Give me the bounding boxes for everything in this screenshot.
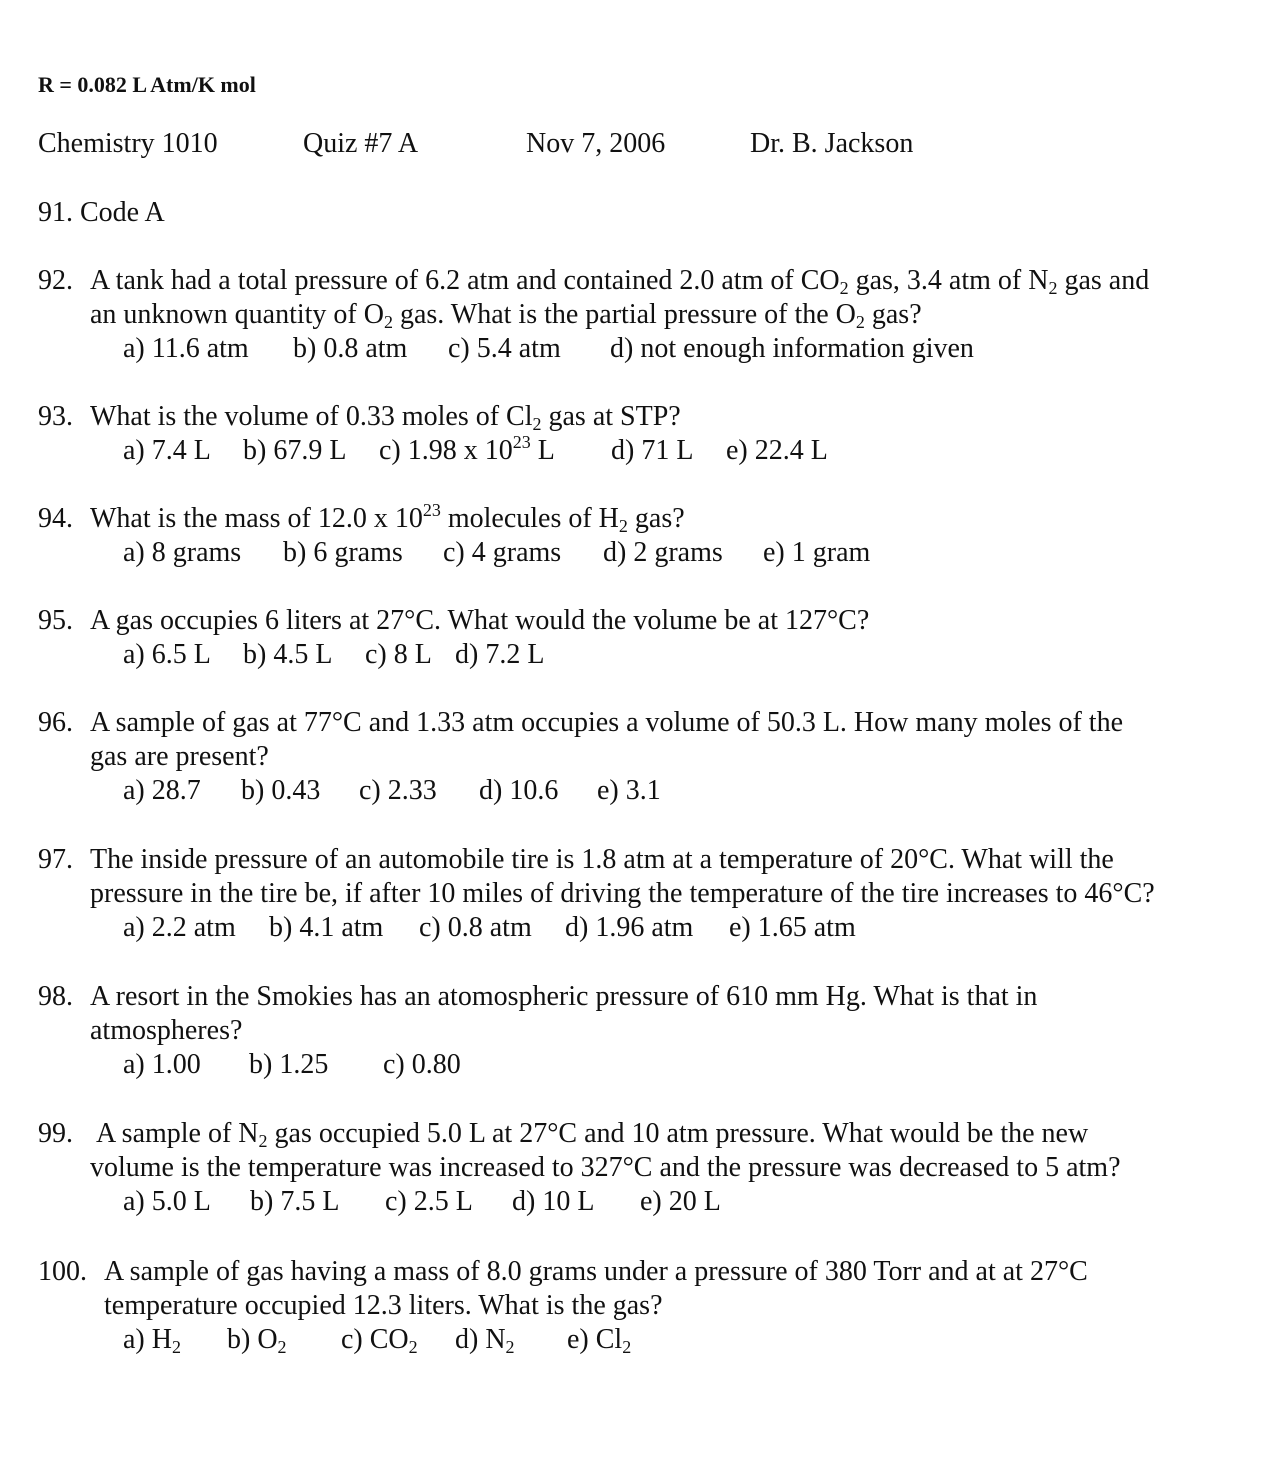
question-number: 92. <box>38 265 73 296</box>
option-a: a) 7.4 L <box>123 435 211 466</box>
option-c: c) $CO_2$ <box>341 1324 418 1357</box>
question-text-line-2: pressure in the tire be, if after 10 miles of driving the temperature of the tire increases to 46°C? <box>90 878 1155 909</box>
option-a: a) 11.6 atm <box>123 333 249 364</box>
question-text-line-2: volume is the temperature was increased to 327°C and the pressure was decreased to 5 atm? <box>90 1152 1121 1183</box>
option-b: b) $O_2$ <box>227 1324 287 1357</box>
answer-options <box>123 1185 721 1219</box>
question-text-line-1: A resort in the Smokies has an atomospheric pressure of 610 mm Hg. What is that in <box>90 981 1038 1012</box>
option-a: a) 6.5 L <box>123 639 211 670</box>
option-c: c) 0.8 atm <box>419 912 532 943</box>
question-text-line-2: atmospheres? <box>90 1015 243 1046</box>
question-text-line-1: A sample of gas at 77°C and 1.33 atm occupies a volume of 50.3 L. How many moles of the <box>90 707 1123 738</box>
option-a: a) $H_2$ <box>123 1324 181 1357</box>
option-a: a) 28.7 <box>123 775 201 806</box>
option-d: d) 2 grams <box>603 537 723 568</box>
option-d: d) 10.6 <box>479 775 559 806</box>
option-e: e) 20 L <box>640 1186 721 1217</box>
option-e: e) 22.4 L <box>726 435 828 466</box>
option-c: c) 8 L <box>365 639 432 670</box>
option-a: a) 1.00 <box>123 1049 201 1080</box>
option-e: e) $Cl_2$ <box>567 1324 632 1357</box>
course-name: Chemistry 1010 <box>38 128 218 159</box>
option-b: b) 0.8 atm <box>293 333 408 364</box>
option-c: c) 1.98 x $10^{23}$ L <box>379 432 555 466</box>
option-d: d) 71 L <box>611 435 694 466</box>
question-text-line-1: What is the mass of 12.0 x $10^{23}$ molecules of $H_2$ gas? <box>90 500 685 536</box>
question-text: Code A <box>80 197 165 228</box>
question-number: 98. <box>38 981 73 1012</box>
option-d: d) 7.2 L <box>455 639 545 670</box>
question-number: 96. <box>38 707 73 738</box>
answer-options <box>123 434 828 468</box>
gas-constant: R = 0.082 L Atm/K mol <box>38 72 256 97</box>
option-b: b) 4.1 atm <box>269 912 384 943</box>
question-number: 91. <box>38 197 73 228</box>
question-text-line-1: The inside pressure of an automobile tire is 1.8 atm at a temperature of 20°C. What will the <box>90 844 1114 875</box>
answer-options <box>123 1048 461 1082</box>
option-e: e) 1.65 atm <box>729 912 856 943</box>
option-a: a) 5.0 L <box>123 1186 211 1217</box>
option-a: a) 2.2 atm <box>123 912 236 943</box>
option-a: a) 8 grams <box>123 537 242 568</box>
option-d: d) $N_2$ <box>455 1324 515 1357</box>
question-number: 94. <box>38 503 73 534</box>
option-e: e) 3.1 <box>597 775 661 806</box>
answer-options <box>123 1323 631 1357</box>
answer-options <box>123 332 974 366</box>
option-c: c) 5.4 atm <box>448 333 561 364</box>
question-text-line-2: an unknown quantity of $O_2$ gas. What is the partial pressure of the $O_2$ gas? <box>90 299 922 332</box>
question-text-line-1: A gas occupies 6 liters at 27°C. What would the volume be at 127°C? <box>90 605 870 636</box>
option-c: c) 2.5 L <box>385 1186 473 1217</box>
option-d: d) 1.96 atm <box>565 912 694 943</box>
option-b: b) 4.5 L <box>243 639 333 670</box>
option-e: e) 1 gram <box>763 537 871 568</box>
quiz-title: Quiz #7 A <box>303 128 419 159</box>
option-d: d) 10 L <box>512 1186 595 1217</box>
question-number: 95. <box>38 605 73 636</box>
option-c: c) 2.33 <box>359 775 437 806</box>
question-text-line-1: A sample of $N_2$ gas occupied 5.0 L at 27°C and 10 atm pressure. What would be the new <box>96 1118 1089 1151</box>
answer-options <box>123 536 870 570</box>
answer-options <box>123 911 856 945</box>
question-text-line-1: What is the volume of 0.33 moles of $Cl_2$ gas at STP? <box>90 401 681 434</box>
option-b: b) 1.25 <box>249 1049 329 1080</box>
question-text-line-1: A sample of gas having a mass of 8.0 grams under a pressure of 380 Torr and at at 27°C <box>104 1256 1088 1287</box>
option-b: b) 6 grams <box>283 537 403 568</box>
option-c: c) 4 grams <box>443 537 562 568</box>
question-number: 99. <box>38 1118 73 1149</box>
question-text-line-1: A tank had a total pressure of 6.2 atm and contained 2.0 atm of $CO_2$ gas, 3.4 atm of $N_2$ gas and <box>90 265 1150 298</box>
option-b: b) 7.5 L <box>250 1186 340 1217</box>
question-text-line-2: gas are present? <box>90 741 269 772</box>
question-91 <box>38 196 165 230</box>
answer-options <box>123 638 544 672</box>
question-number: 93. <box>38 401 73 432</box>
instructor-name: Dr. B. Jackson <box>750 128 914 159</box>
option-b: b) 0.43 <box>241 775 321 806</box>
quiz-date: Nov 7, 2006 <box>526 128 666 159</box>
option-d: d) not enough information given <box>610 333 974 364</box>
option-c: c) 0.80 <box>383 1049 461 1080</box>
question-text-line-2: temperature occupied 12.3 liters. What is the gas? <box>104 1290 663 1321</box>
answer-options <box>123 774 661 808</box>
question-number: 97. <box>38 844 73 875</box>
option-b: b) 67.9 L <box>243 435 347 466</box>
question-number: 100. <box>38 1256 87 1287</box>
